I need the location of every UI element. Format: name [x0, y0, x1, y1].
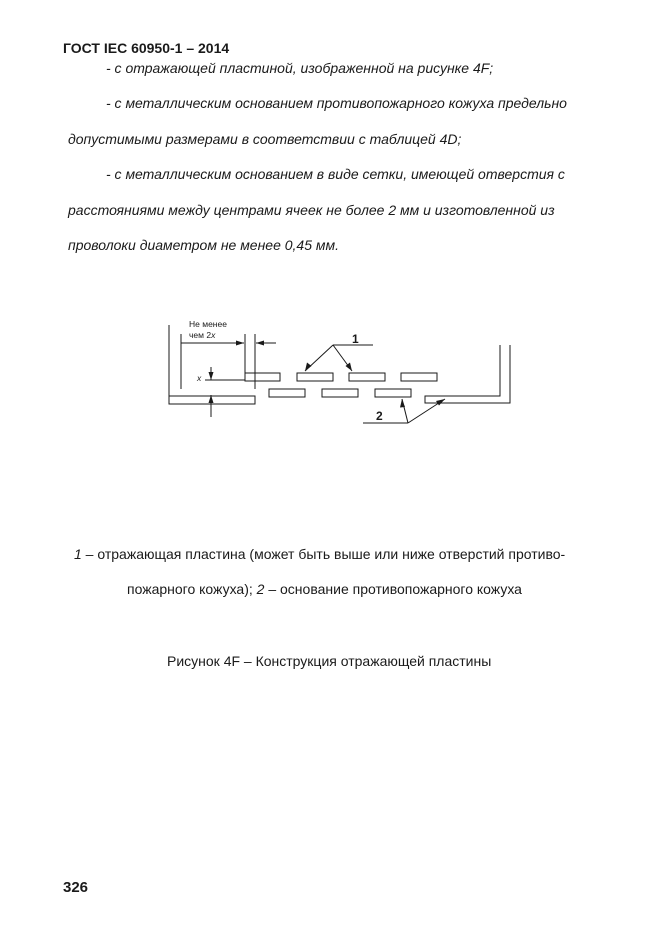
- reflecting-plate: [349, 373, 385, 381]
- callout-2-label: 2: [376, 409, 383, 423]
- caption-text-2b: – основание противопожарного кожуха: [264, 581, 522, 597]
- label-not-less: Не менее: [189, 319, 227, 329]
- base-segment: [375, 389, 411, 397]
- page-number: 326: [63, 879, 89, 896]
- list-item-reflecting-plate: - с отражающей пластиной, изображенной на рисунке 4F;: [106, 60, 494, 76]
- figure-caption-line1: [74, 546, 565, 562]
- callout-1-label: 1: [352, 332, 359, 346]
- caption-number-1: 1: [74, 546, 82, 562]
- caption-text-2a: пожарного кожуха);: [127, 581, 257, 597]
- figure-title: Рисунок 4F – Конструкция отражающей пластины: [167, 653, 492, 669]
- caption-text-1: – отражающая пластина (может быть выше или ниже отверстий противо-: [81, 546, 566, 562]
- list-item-mesh-base-line3: проволоки диаметром не менее 0,45 мм.: [68, 237, 339, 253]
- figure-caption-line2: [127, 581, 522, 597]
- reflecting-plate: [297, 373, 333, 381]
- base-segment: [269, 389, 305, 397]
- label-x: x: [197, 373, 202, 383]
- enclosure-wall-right: [425, 345, 510, 403]
- list-item-metal-base-line2: допустимыми размерами в соответствии с таблицей 4D;: [68, 131, 462, 147]
- arrowhead: [236, 341, 244, 346]
- label-than-2x: чем 2x: [189, 330, 216, 340]
- reflecting-plate: [245, 373, 280, 381]
- base-segment: [322, 389, 358, 397]
- arrowhead: [305, 363, 312, 372]
- list-item-mesh-base-line1: - с металлическим основанием в виде сетки, имеющей отверстия с: [106, 166, 565, 182]
- document-header: ГОСТ IEC 60950-1 – 2014: [63, 40, 230, 56]
- arrowhead: [256, 341, 264, 346]
- list-item-metal-base-line1: - с металлическим основанием противопожарного кожуха предельно: [106, 95, 567, 111]
- arrowhead: [209, 372, 214, 380]
- reflecting-plate: [401, 373, 437, 381]
- caption-number-2: 2: [256, 581, 265, 597]
- list-item-mesh-base-line2: расстояниями между центрами ячеек не более 2 мм и изготовленной из: [68, 202, 555, 218]
